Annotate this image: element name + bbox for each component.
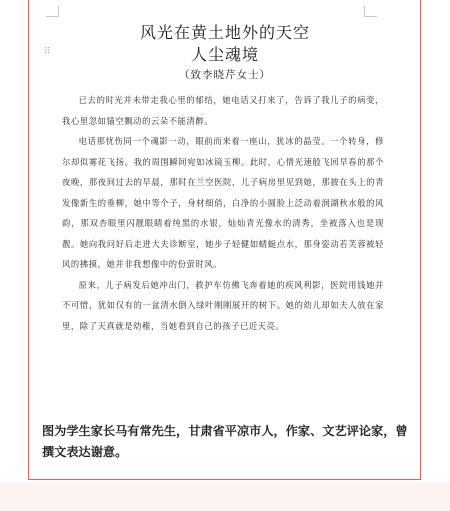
paragraph-3: 原来，儿子病发后她冲出门，救护车仿佛飞奔着她的疾风利影，医院用钱她并不可惜，犹如仅有的一盆清水倒入绿叶刚刚展开的树下。她的幼儿却如夫人放在家里，除了天真就是幼稚，当她看到自己的孩子已近天亮。 <box>62 279 384 331</box>
paragraph-1: 已去的时光并未带走我心里的郁结，她电话又打来了，告诉了我儿子的病变，我心里忽如锚空飘动的云朵不能清醉。 <box>62 95 384 126</box>
paragraph-2: 电话那忧伤同一个魂影一动，眼前而来着一座山，犹冰的晶莹。一个转身，修尔却似雾花飞扬。我的周围瞬间宛如冰镜玉柳。此时，心情光速般飞回早春的那个夜晚，那夜间过去的早晨，那时在兰空医院，儿子病房里见到她，那披在头上的青发像新生的垂柳，她中等个子，身材细俏，白净的小圆脸上泛动着润湖秋水般的风韵，那双杏眼里闪靓眼睛着纯黑的水银，灿灿青光像水的清秀，坐被落入也是现靓。她向我问好后走进大夫诊断室，她步子轻健如蜻蜓点水，那身姿动若芙蓉被轻风的拂摸，她并非我想像中的份萤时风。 <box>62 136 384 269</box>
image-caption: 图为学生家长马有常先生，甘肃省平凉市人，作家、文艺评论家，曾撰文表达谢意。 <box>42 424 408 459</box>
bottom-band <box>0 482 450 511</box>
document-body <box>62 90 384 336</box>
document-title-line1: 风光在黄土地外的天空 <box>139 23 310 42</box>
crop-mark-top-right <box>364 6 377 17</box>
drag-handle-icon[interactable]: ⠿ <box>44 47 51 57</box>
document-title-line2: 人尘魂境 <box>190 45 259 64</box>
crop-mark-top-left <box>46 6 59 17</box>
document-subtitle: （致李晓芹女士） <box>179 69 271 81</box>
